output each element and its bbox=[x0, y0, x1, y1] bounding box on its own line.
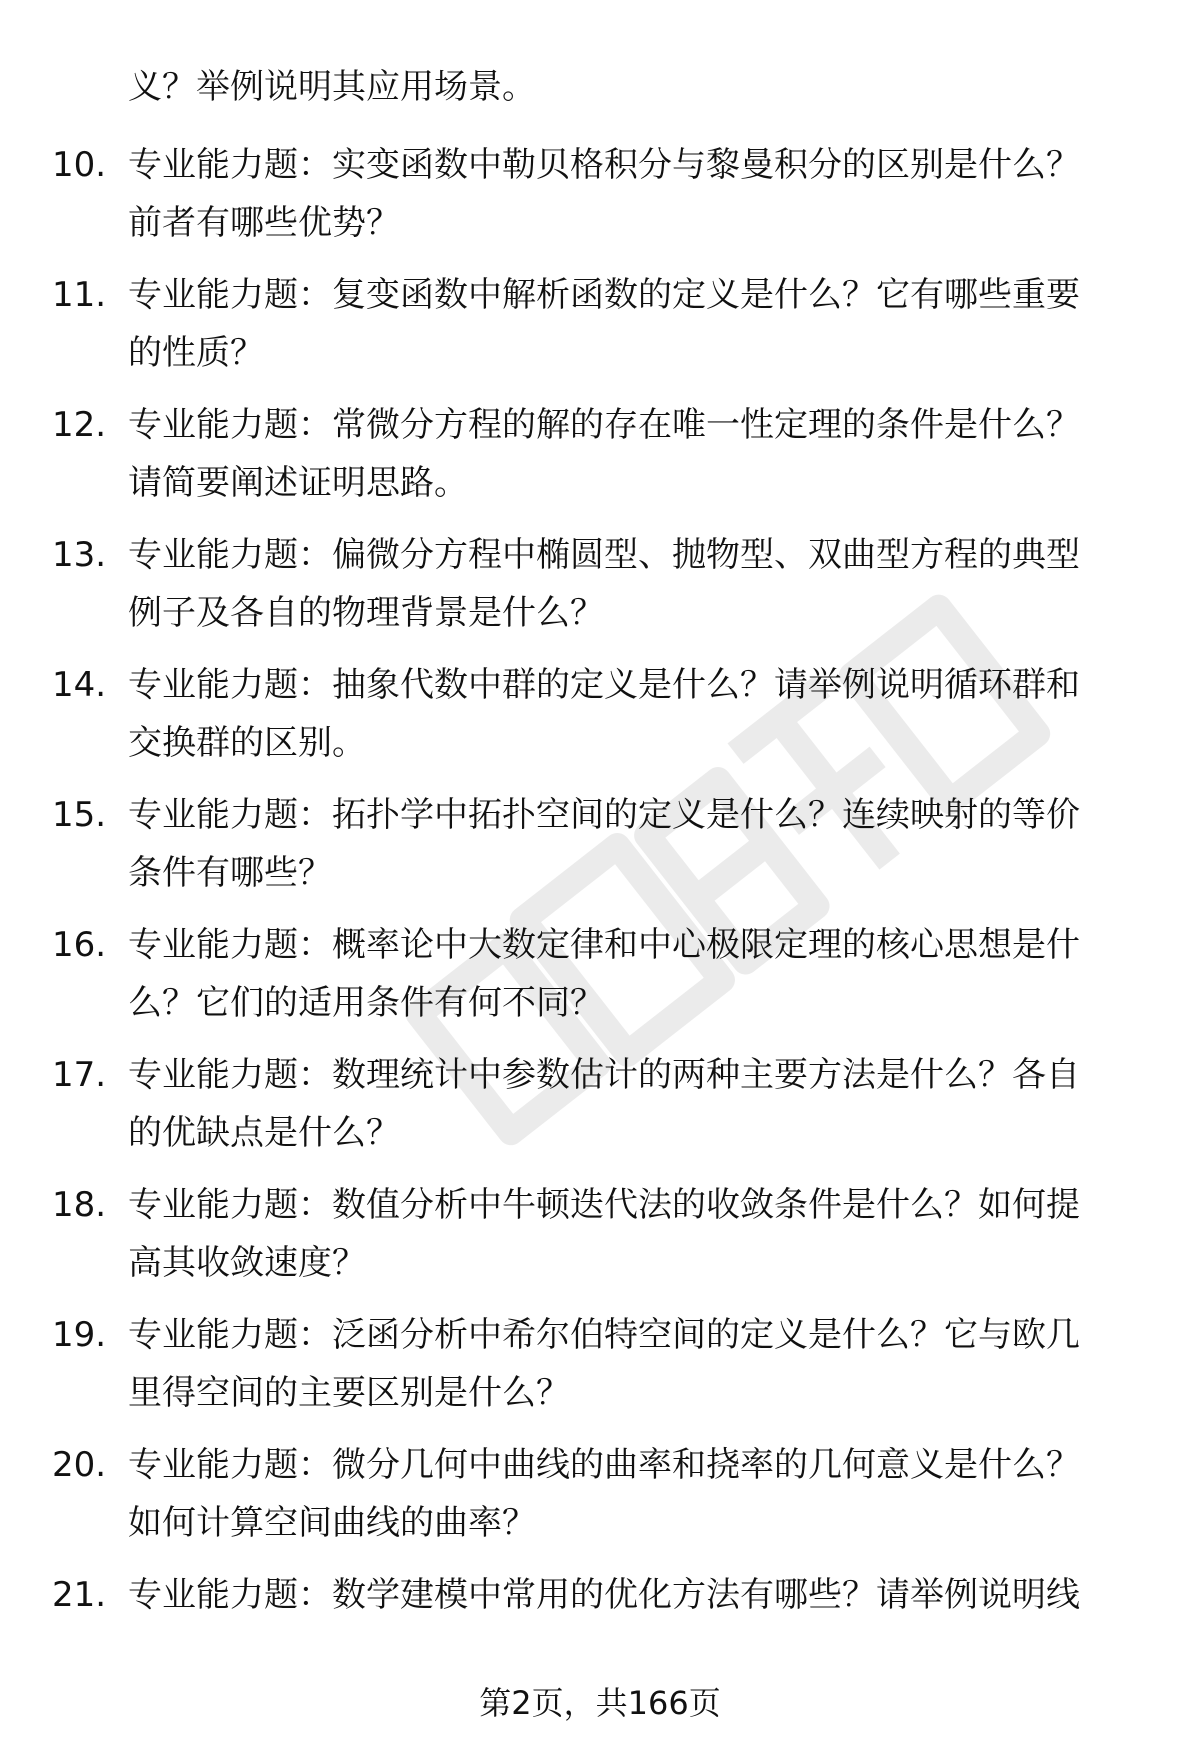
question-number: 20. bbox=[52, 1445, 107, 1485]
question-text-line: 的优缺点是什么？ bbox=[128, 1113, 400, 1153]
question-text-line: 专业能力题：拓扑学中拓扑空间的定义是什么？连续映射的等价 bbox=[128, 795, 1080, 835]
question-text-line: 专业能力题：泛函分析中希尔伯特空间的定义是什么？它与欧几 bbox=[128, 1315, 1080, 1355]
question-number: 14. bbox=[52, 665, 107, 705]
question-text-line: 条件有哪些？ bbox=[128, 853, 332, 893]
question-text-line: 专业能力题：偏微分方程中椭圆型、抛物型、双曲型方程的典型 bbox=[128, 535, 1080, 575]
question-text-line: 专业能力题：复变函数中解析函数的定义是什么？它有哪些重要 bbox=[128, 275, 1080, 315]
question-text bbox=[128, 136, 1148, 252]
question-text bbox=[128, 1306, 1148, 1422]
question-number: 12. bbox=[52, 405, 107, 445]
question-text-line: 里得空间的主要区别是什么？ bbox=[128, 1373, 570, 1413]
question-text-line: 的性质？ bbox=[128, 333, 264, 373]
question-number: 18. bbox=[52, 1185, 107, 1225]
question-text bbox=[128, 266, 1148, 382]
question-number: 17. bbox=[52, 1055, 107, 1095]
question-text bbox=[128, 526, 1148, 642]
question-text-line: 专业能力题：实变函数中勒贝格积分与黎曼积分的区别是什么？ bbox=[128, 145, 1080, 185]
question-number: 19. bbox=[52, 1315, 107, 1355]
question-number: 13. bbox=[52, 535, 107, 575]
question-text-line: 专业能力题：数学建模中常用的优化方法有哪些？请举例说明线 bbox=[128, 1575, 1080, 1615]
question-number: 11. bbox=[52, 275, 107, 315]
page-footer: 第2页，共166页 bbox=[479, 1684, 721, 1722]
question-text-line: 专业能力题：抽象代数中群的定义是什么？请举例说明循环群和 bbox=[128, 665, 1080, 705]
question-text-line: 请简要阐述证明思路。 bbox=[128, 463, 468, 503]
question-text bbox=[128, 1176, 1148, 1292]
question-text-line: 专业能力题：数值分析中牛顿迭代法的收敛条件是什么？如何提 bbox=[128, 1185, 1080, 1225]
question-text bbox=[128, 1436, 1148, 1552]
question-text-line: 前者有哪些优势？ bbox=[128, 203, 400, 243]
question-number: 16. bbox=[52, 925, 107, 965]
question-text-line: 专业能力题：微分几何中曲线的曲率和挠率的几何意义是什么？ bbox=[128, 1445, 1080, 1485]
question-text bbox=[128, 916, 1148, 1032]
question-text bbox=[128, 656, 1148, 772]
question-number: 10. bbox=[52, 145, 107, 185]
question-number: 21. bbox=[52, 1575, 107, 1615]
question-text-line: 专业能力题：常微分方程的解的存在唯一性定理的条件是什么？ bbox=[128, 405, 1080, 445]
question-text-line: 例子及各自的物理背景是什么？ bbox=[128, 593, 604, 633]
question-text-line: 高其收敛速度？ bbox=[128, 1243, 366, 1283]
question-text-line: 么？它们的适用条件有何不同？ bbox=[128, 983, 604, 1023]
question-number: 15. bbox=[52, 795, 107, 835]
question-text bbox=[128, 1566, 1148, 1624]
question-text bbox=[128, 1046, 1148, 1162]
question-text-line: 如何计算空间曲线的曲率？ bbox=[128, 1503, 536, 1543]
question-text-line: 专业能力题：概率论中大数定律和中心极限定理的核心思想是什 bbox=[128, 925, 1080, 965]
question-text-line: 交换群的区别。 bbox=[128, 723, 366, 763]
question-text-line: 专业能力题：数理统计中参数估计的两种主要方法是什么？各自 bbox=[128, 1055, 1080, 1095]
question-text bbox=[128, 786, 1148, 902]
continuation-text: 义？举例说明其应用场景。 bbox=[128, 67, 536, 107]
question-text bbox=[128, 396, 1148, 512]
